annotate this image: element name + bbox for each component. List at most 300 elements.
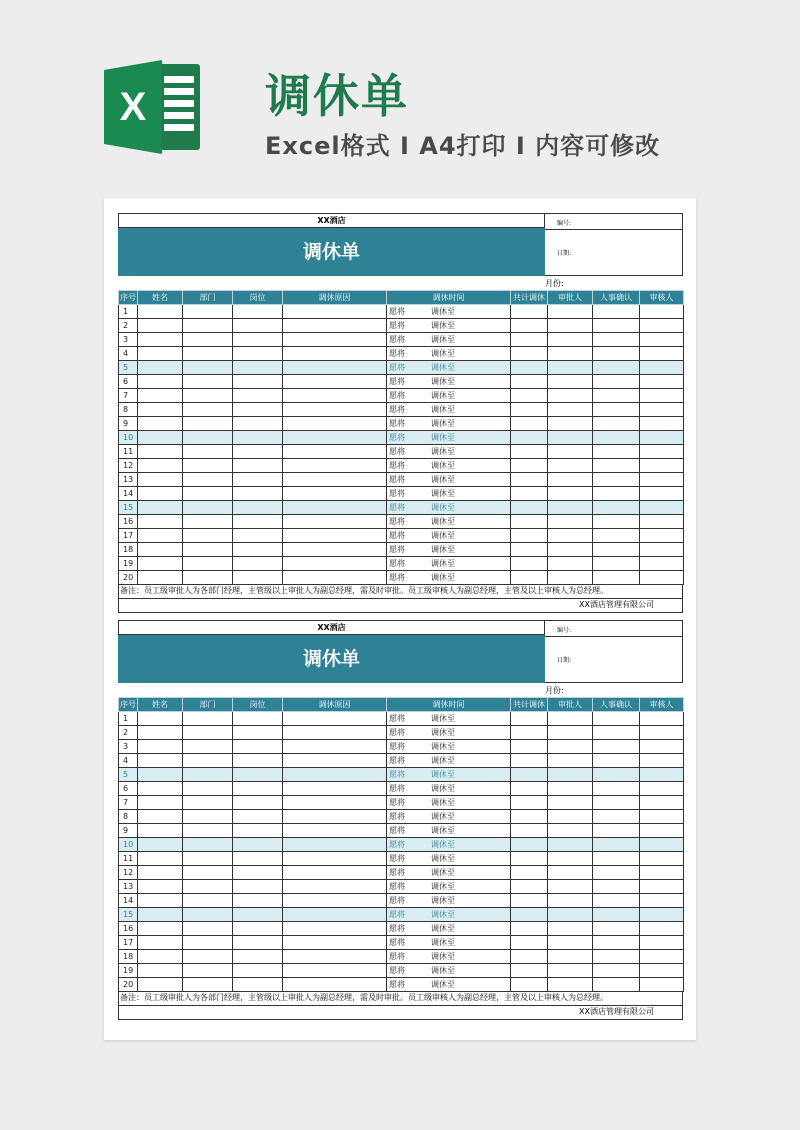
table-cell[interactable] — [511, 487, 548, 501]
table-cell[interactable] — [183, 305, 233, 319]
table-cell[interactable] — [233, 838, 283, 852]
table-cell[interactable] — [183, 768, 233, 782]
table-cell[interactable] — [593, 459, 640, 473]
table-cell[interactable] — [183, 459, 233, 473]
table-cell[interactable] — [233, 361, 283, 375]
leave-time-cell[interactable] — [387, 543, 511, 557]
table-cell[interactable] — [593, 768, 640, 782]
table-cell[interactable] — [183, 473, 233, 487]
table-cell[interactable] — [183, 796, 233, 810]
table-cell[interactable] — [183, 403, 233, 417]
table-cell[interactable] — [593, 810, 640, 824]
table-cell[interactable] — [593, 950, 640, 964]
table-cell[interactable] — [593, 515, 640, 529]
leave-time-cell[interactable] — [387, 571, 511, 585]
table-cell[interactable] — [511, 375, 548, 389]
table-cell[interactable] — [511, 389, 548, 403]
table-cell[interactable] — [511, 866, 548, 880]
table-cell[interactable] — [233, 403, 283, 417]
table-cell[interactable] — [593, 796, 640, 810]
table-cell[interactable] — [593, 712, 640, 726]
table-cell[interactable] — [511, 768, 548, 782]
table-cell[interactable] — [183, 852, 233, 866]
leave-time-cell[interactable] — [387, 978, 511, 992]
table-cell[interactable] — [283, 403, 387, 417]
table-cell[interactable] — [138, 361, 183, 375]
table-cell[interactable] — [138, 319, 183, 333]
table-cell[interactable] — [183, 445, 233, 459]
table-cell[interactable] — [640, 305, 684, 319]
table-cell[interactable] — [511, 922, 548, 936]
table-cell[interactable] — [283, 726, 387, 740]
table-cell[interactable] — [511, 515, 548, 529]
table-cell[interactable] — [640, 740, 684, 754]
table-cell[interactable] — [593, 417, 640, 431]
table-cell[interactable] — [138, 473, 183, 487]
table-cell[interactable] — [283, 922, 387, 936]
table-cell[interactable] — [283, 557, 387, 571]
table-cell[interactable] — [233, 333, 283, 347]
table-cell[interactable] — [548, 726, 593, 740]
table-cell[interactable] — [511, 838, 548, 852]
table-cell[interactable] — [548, 445, 593, 459]
table-cell[interactable] — [283, 936, 387, 950]
table-cell[interactable] — [548, 908, 593, 922]
table-cell[interactable] — [640, 515, 684, 529]
table-cell[interactable] — [640, 361, 684, 375]
table-cell[interactable] — [138, 824, 183, 838]
table-cell[interactable] — [233, 557, 283, 571]
table-cell[interactable] — [640, 389, 684, 403]
table-cell[interactable] — [640, 894, 684, 908]
leave-time-cell[interactable] — [387, 375, 511, 389]
table-cell[interactable] — [640, 459, 684, 473]
table-cell[interactable] — [593, 754, 640, 768]
table-cell[interactable] — [283, 417, 387, 431]
table-cell[interactable] — [283, 487, 387, 501]
table-cell[interactable] — [138, 936, 183, 950]
table-cell[interactable] — [233, 487, 283, 501]
leave-time-cell[interactable] — [387, 487, 511, 501]
leave-time-cell[interactable] — [387, 726, 511, 740]
table-cell[interactable] — [511, 810, 548, 824]
table-cell[interactable] — [233, 754, 283, 768]
table-cell[interactable] — [593, 571, 640, 585]
table-cell[interactable] — [593, 403, 640, 417]
table-cell[interactable] — [548, 894, 593, 908]
table-cell[interactable] — [138, 950, 183, 964]
table-cell[interactable] — [640, 417, 684, 431]
table-cell[interactable] — [548, 347, 593, 361]
leave-time-cell[interactable] — [387, 768, 511, 782]
table-cell[interactable] — [511, 305, 548, 319]
table-cell[interactable] — [640, 796, 684, 810]
table-cell[interactable] — [548, 571, 593, 585]
leave-time-cell[interactable] — [387, 361, 511, 375]
table-cell[interactable] — [283, 529, 387, 543]
table-cell[interactable] — [233, 529, 283, 543]
table-cell[interactable] — [283, 950, 387, 964]
table-cell[interactable] — [183, 922, 233, 936]
table-cell[interactable] — [640, 754, 684, 768]
table-cell[interactable] — [183, 754, 233, 768]
table-cell[interactable] — [233, 501, 283, 515]
table-cell[interactable] — [640, 529, 684, 543]
table-cell[interactable] — [233, 936, 283, 950]
table-cell[interactable] — [511, 543, 548, 557]
table-cell[interactable] — [593, 347, 640, 361]
table-cell[interactable] — [511, 417, 548, 431]
table-cell[interactable] — [233, 417, 283, 431]
table-cell[interactable] — [283, 473, 387, 487]
leave-time-cell[interactable] — [387, 796, 511, 810]
table-cell[interactable] — [593, 880, 640, 894]
table-cell[interactable] — [233, 389, 283, 403]
table-cell[interactable] — [511, 361, 548, 375]
table-cell[interactable] — [548, 543, 593, 557]
table-cell[interactable] — [283, 445, 387, 459]
table-cell[interactable] — [548, 866, 593, 880]
table-cell[interactable] — [593, 964, 640, 978]
table-cell[interactable] — [138, 571, 183, 585]
table-cell[interactable] — [138, 333, 183, 347]
table-cell[interactable] — [138, 389, 183, 403]
table-cell[interactable] — [548, 417, 593, 431]
table-cell[interactable] — [640, 936, 684, 950]
table-cell[interactable] — [593, 838, 640, 852]
leave-time-cell[interactable] — [387, 417, 511, 431]
leave-time-cell[interactable] — [387, 880, 511, 894]
table-cell[interactable] — [138, 726, 183, 740]
table-cell[interactable] — [593, 543, 640, 557]
table-cell[interactable] — [283, 389, 387, 403]
table-cell[interactable] — [640, 726, 684, 740]
table-cell[interactable] — [138, 501, 183, 515]
table-cell[interactable] — [593, 431, 640, 445]
table-cell[interactable] — [593, 389, 640, 403]
table-cell[interactable] — [511, 754, 548, 768]
table-cell[interactable] — [233, 740, 283, 754]
table-cell[interactable] — [138, 712, 183, 726]
table-cell[interactable] — [183, 529, 233, 543]
table-cell[interactable] — [640, 431, 684, 445]
table-cell[interactable] — [183, 782, 233, 796]
table-cell[interactable] — [593, 445, 640, 459]
table-cell[interactable] — [283, 838, 387, 852]
table-cell[interactable] — [233, 880, 283, 894]
table-cell[interactable] — [593, 487, 640, 501]
table-cell[interactable] — [548, 810, 593, 824]
table-cell[interactable] — [183, 894, 233, 908]
leave-time-cell[interactable] — [387, 810, 511, 824]
table-cell[interactable] — [138, 431, 183, 445]
table-cell[interactable] — [138, 740, 183, 754]
table-cell[interactable] — [183, 740, 233, 754]
table-cell[interactable] — [233, 712, 283, 726]
leave-time-cell[interactable] — [387, 403, 511, 417]
leave-time-cell[interactable] — [387, 908, 511, 922]
table-cell[interactable] — [233, 866, 283, 880]
table-cell[interactable] — [511, 964, 548, 978]
table-cell[interactable] — [183, 950, 233, 964]
table-cell[interactable] — [511, 740, 548, 754]
table-cell[interactable] — [548, 838, 593, 852]
table-cell[interactable] — [548, 389, 593, 403]
table-cell[interactable] — [548, 922, 593, 936]
leave-time-cell[interactable] — [387, 824, 511, 838]
leave-time-cell[interactable] — [387, 501, 511, 515]
table-cell[interactable] — [138, 529, 183, 543]
table-cell[interactable] — [138, 417, 183, 431]
table-cell[interactable] — [283, 810, 387, 824]
table-cell[interactable] — [548, 978, 593, 992]
table-cell[interactable] — [640, 347, 684, 361]
leave-time-cell[interactable] — [387, 782, 511, 796]
table-cell[interactable] — [548, 375, 593, 389]
table-cell[interactable] — [640, 403, 684, 417]
table-cell[interactable] — [548, 487, 593, 501]
leave-time-cell[interactable] — [387, 964, 511, 978]
table-cell[interactable] — [233, 319, 283, 333]
table-cell[interactable] — [283, 978, 387, 992]
table-cell[interactable] — [593, 305, 640, 319]
table-cell[interactable] — [511, 459, 548, 473]
leave-time-cell[interactable] — [387, 459, 511, 473]
table-cell[interactable] — [640, 375, 684, 389]
table-cell[interactable] — [511, 880, 548, 894]
table-cell[interactable] — [511, 726, 548, 740]
table-cell[interactable] — [233, 515, 283, 529]
table-cell[interactable] — [640, 768, 684, 782]
table-cell[interactable] — [283, 796, 387, 810]
table-cell[interactable] — [548, 515, 593, 529]
table-cell[interactable] — [511, 571, 548, 585]
table-cell[interactable] — [640, 487, 684, 501]
table-cell[interactable] — [640, 782, 684, 796]
table-cell[interactable] — [283, 740, 387, 754]
table-cell[interactable] — [640, 838, 684, 852]
table-cell[interactable] — [138, 459, 183, 473]
table-cell[interactable] — [233, 922, 283, 936]
table-cell[interactable] — [233, 305, 283, 319]
table-cell[interactable] — [511, 978, 548, 992]
table-cell[interactable] — [233, 726, 283, 740]
leave-time-cell[interactable] — [387, 936, 511, 950]
table-cell[interactable] — [283, 894, 387, 908]
table-cell[interactable] — [511, 936, 548, 950]
table-cell[interactable] — [138, 445, 183, 459]
table-cell[interactable] — [183, 487, 233, 501]
table-cell[interactable] — [640, 866, 684, 880]
table-cell[interactable] — [511, 319, 548, 333]
table-cell[interactable] — [138, 782, 183, 796]
table-cell[interactable] — [183, 417, 233, 431]
leave-time-cell[interactable] — [387, 838, 511, 852]
table-cell[interactable] — [548, 782, 593, 796]
leave-time-cell[interactable] — [387, 922, 511, 936]
table-cell[interactable] — [283, 543, 387, 557]
table-cell[interactable] — [511, 950, 548, 964]
table-cell[interactable] — [233, 431, 283, 445]
table-cell[interactable] — [548, 880, 593, 894]
table-cell[interactable] — [511, 782, 548, 796]
table-cell[interactable] — [511, 333, 548, 347]
table-cell[interactable] — [183, 810, 233, 824]
table-cell[interactable] — [593, 557, 640, 571]
leave-time-cell[interactable] — [387, 431, 511, 445]
table-cell[interactable] — [548, 529, 593, 543]
table-cell[interactable] — [183, 515, 233, 529]
table-cell[interactable] — [640, 880, 684, 894]
table-cell[interactable] — [138, 838, 183, 852]
table-cell[interactable] — [183, 571, 233, 585]
leave-time-cell[interactable] — [387, 712, 511, 726]
leave-time-cell[interactable] — [387, 445, 511, 459]
table-cell[interactable] — [283, 375, 387, 389]
table-cell[interactable] — [548, 964, 593, 978]
table-cell[interactable] — [593, 361, 640, 375]
table-cell[interactable] — [511, 529, 548, 543]
table-cell[interactable] — [593, 319, 640, 333]
table-cell[interactable] — [138, 754, 183, 768]
table-cell[interactable] — [593, 824, 640, 838]
leave-time-cell[interactable] — [387, 515, 511, 529]
table-cell[interactable] — [283, 866, 387, 880]
table-cell[interactable] — [548, 403, 593, 417]
table-cell[interactable] — [138, 796, 183, 810]
table-cell[interactable] — [138, 347, 183, 361]
table-cell[interactable] — [283, 347, 387, 361]
leave-time-cell[interactable] — [387, 473, 511, 487]
leave-time-cell[interactable] — [387, 529, 511, 543]
leave-time-cell[interactable] — [387, 347, 511, 361]
table-cell[interactable] — [283, 515, 387, 529]
leave-time-cell[interactable] — [387, 866, 511, 880]
table-cell[interactable] — [138, 964, 183, 978]
table-cell[interactable] — [640, 473, 684, 487]
table-cell[interactable] — [640, 950, 684, 964]
table-cell[interactable] — [183, 319, 233, 333]
table-cell[interactable] — [640, 712, 684, 726]
table-cell[interactable] — [593, 529, 640, 543]
table-cell[interactable] — [548, 824, 593, 838]
leave-time-cell[interactable] — [387, 740, 511, 754]
table-cell[interactable] — [511, 712, 548, 726]
table-cell[interactable] — [640, 964, 684, 978]
table-cell[interactable] — [640, 543, 684, 557]
table-cell[interactable] — [593, 473, 640, 487]
table-cell[interactable] — [640, 810, 684, 824]
table-cell[interactable] — [640, 445, 684, 459]
table-cell[interactable] — [593, 894, 640, 908]
table-cell[interactable] — [138, 515, 183, 529]
table-cell[interactable] — [548, 796, 593, 810]
table-cell[interactable] — [183, 333, 233, 347]
table-cell[interactable] — [233, 852, 283, 866]
table-cell[interactable] — [548, 936, 593, 950]
table-cell[interactable] — [511, 908, 548, 922]
table-cell[interactable] — [183, 389, 233, 403]
table-cell[interactable] — [511, 894, 548, 908]
table-cell[interactable] — [548, 557, 593, 571]
table-cell[interactable] — [233, 908, 283, 922]
leave-time-cell[interactable] — [387, 950, 511, 964]
table-cell[interactable] — [511, 501, 548, 515]
table-cell[interactable] — [593, 726, 640, 740]
table-cell[interactable] — [511, 347, 548, 361]
table-cell[interactable] — [511, 473, 548, 487]
table-cell[interactable] — [283, 964, 387, 978]
table-cell[interactable] — [593, 782, 640, 796]
table-cell[interactable] — [183, 838, 233, 852]
table-cell[interactable] — [548, 950, 593, 964]
table-cell[interactable] — [138, 866, 183, 880]
table-cell[interactable] — [283, 319, 387, 333]
table-cell[interactable] — [183, 964, 233, 978]
table-cell[interactable] — [233, 964, 283, 978]
table-cell[interactable] — [138, 810, 183, 824]
table-cell[interactable] — [548, 459, 593, 473]
table-cell[interactable] — [183, 347, 233, 361]
table-cell[interactable] — [593, 501, 640, 515]
table-cell[interactable] — [640, 319, 684, 333]
table-cell[interactable] — [548, 501, 593, 515]
table-cell[interactable] — [511, 403, 548, 417]
table-cell[interactable] — [548, 361, 593, 375]
table-cell[interactable] — [640, 333, 684, 347]
leave-time-cell[interactable] — [387, 389, 511, 403]
table-cell[interactable] — [183, 936, 233, 950]
table-cell[interactable] — [233, 796, 283, 810]
leave-time-cell[interactable] — [387, 333, 511, 347]
table-cell[interactable] — [283, 361, 387, 375]
table-cell[interactable] — [183, 978, 233, 992]
table-cell[interactable] — [183, 361, 233, 375]
table-cell[interactable] — [511, 824, 548, 838]
table-cell[interactable] — [138, 908, 183, 922]
table-cell[interactable] — [283, 501, 387, 515]
table-cell[interactable] — [640, 922, 684, 936]
table-cell[interactable] — [593, 866, 640, 880]
table-cell[interactable] — [511, 557, 548, 571]
table-cell[interactable] — [593, 333, 640, 347]
table-cell[interactable] — [138, 768, 183, 782]
table-cell[interactable] — [233, 824, 283, 838]
table-cell[interactable] — [138, 543, 183, 557]
table-cell[interactable] — [283, 754, 387, 768]
table-cell[interactable] — [548, 473, 593, 487]
table-cell[interactable] — [233, 978, 283, 992]
table-cell[interactable] — [593, 740, 640, 754]
table-cell[interactable] — [183, 543, 233, 557]
table-cell[interactable] — [233, 445, 283, 459]
table-cell[interactable] — [640, 908, 684, 922]
table-cell[interactable] — [593, 375, 640, 389]
table-cell[interactable] — [548, 754, 593, 768]
leave-time-cell[interactable] — [387, 319, 511, 333]
table-cell[interactable] — [138, 403, 183, 417]
table-cell[interactable] — [283, 852, 387, 866]
table-cell[interactable] — [183, 880, 233, 894]
table-cell[interactable] — [283, 571, 387, 585]
table-cell[interactable] — [233, 375, 283, 389]
table-cell[interactable] — [283, 305, 387, 319]
table-cell[interactable] — [511, 796, 548, 810]
table-cell[interactable] — [138, 880, 183, 894]
table-cell[interactable] — [283, 431, 387, 445]
table-cell[interactable] — [183, 712, 233, 726]
table-cell[interactable] — [183, 431, 233, 445]
